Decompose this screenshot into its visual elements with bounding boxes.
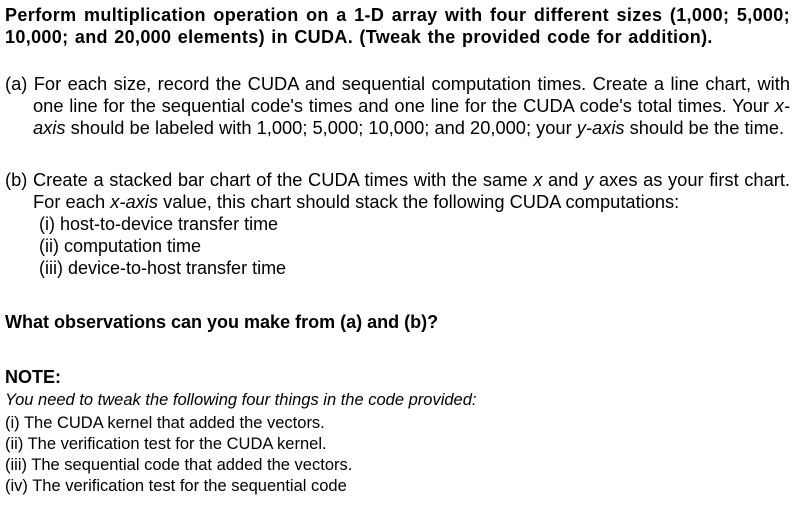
part-b-label: (b) bbox=[5, 169, 28, 190]
part-b-paragraph bbox=[5, 169, 790, 213]
part-b-item-3: (iii) device-to-host transfer time bbox=[39, 258, 287, 278]
note-item-1: (i) The CUDA kernel that added the vectors. bbox=[5, 414, 325, 432]
part-b-item-1: (i) host-to-device transfer time bbox=[39, 214, 279, 234]
question-heading: What observations can you make from (a) and (b)? bbox=[5, 312, 439, 332]
part-a-y-axis-term: y-axis bbox=[576, 117, 625, 138]
part-b-text-4: value, this chart should stack the following CUDA computations: bbox=[157, 191, 680, 212]
part-b-text-1: Create a stacked bar chart of the CUDA times with the same bbox=[27, 169, 534, 190]
part-a-paragraph bbox=[5, 73, 790, 139]
part-b-text-3: axes as your first chart. For each bbox=[33, 169, 790, 212]
part-b-x-term: x bbox=[533, 169, 543, 190]
part-b-y-term: y bbox=[584, 169, 594, 190]
part-a-x-axis-term: x-axis bbox=[33, 95, 790, 138]
part-b-item-2: (ii) computation time bbox=[39, 236, 202, 256]
note-item-2: (ii) The verification test for the CUDA kernel. bbox=[5, 435, 327, 453]
note-item-3: (iii) The sequential code that added the vectors. bbox=[5, 456, 353, 474]
part-b-x-axis-term: x-axis bbox=[110, 191, 158, 212]
part-a-text-1: For each size, record the CUDA and sequential computation times. Create a line chart, with one line for the sequential code's times and one line for the CUDA code's total times. Your bbox=[27, 73, 790, 116]
part-b-text-2: and bbox=[542, 169, 585, 190]
note-heading: NOTE: bbox=[5, 367, 61, 387]
part-a-text-2: should be labeled with 1,000; 5,000; 10,000; and 20,000; your bbox=[65, 117, 577, 138]
note-intro: You need to tweak the following four things in the code provided: bbox=[5, 391, 477, 409]
intro-paragraph: Perform multiplication operation on a 1-D array with four different sizes (1,000; 5,000; 10,000; and 20,000 elements) in CUDA. (Tweak the provided code for addition). bbox=[5, 5, 790, 47]
part-a-text-3: should be the time. bbox=[624, 117, 785, 138]
part-a-label: (a) bbox=[5, 73, 28, 94]
note-item-4: (iv) The verification test for the sequential code bbox=[5, 477, 347, 495]
